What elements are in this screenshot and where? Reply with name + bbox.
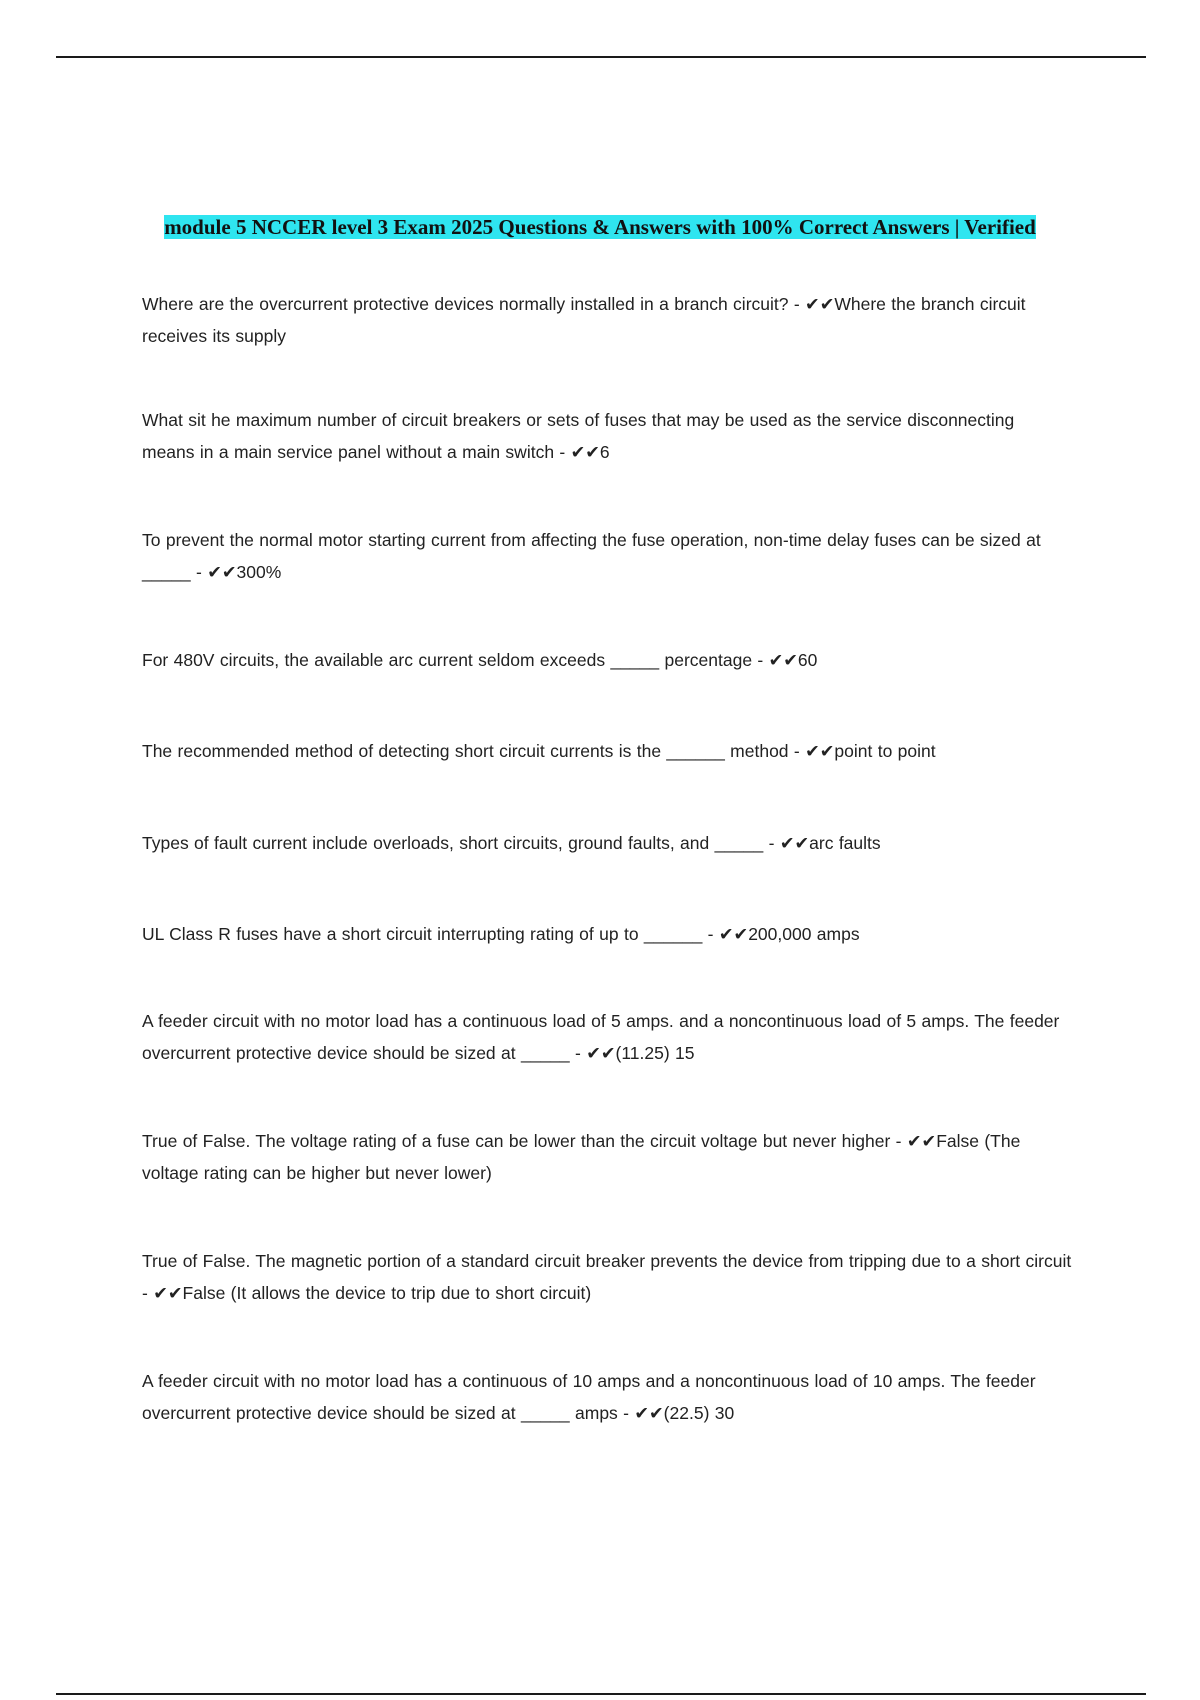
qa-item-6: Types of fault current include overloads, short circuits, ground faults, and _____ - ✔✔arc faults	[142, 833, 881, 853]
qa-item-2: What sit he maximum number of circuit breakers or sets of fuses that may be used as the service disconnecting means in a main service panel without a main switch - ✔✔6	[142, 410, 1015, 462]
document-title-text: module 5 NCCER level 3 Exam 2025 Questions & Answers with 100% Correct Answers | Verified	[164, 215, 1036, 239]
qa-item-1: Where are the overcurrent protective devices normally installed in a branch circuit? - ✔✔Where the branch circuit receives its supply	[142, 294, 1026, 346]
qa-item-7: UL Class R fuses have a short circuit interrupting rating of up to ______ - ✔✔200,000 amps	[142, 924, 860, 944]
qa-item-4: For 480V circuits, the available arc current seldom exceeds _____ percentage - ✔✔60	[142, 650, 818, 670]
qa-item-3: To prevent the normal motor starting current from affecting the fuse operation, non-time delay fuses can be sized at _____ - ✔✔300%	[142, 530, 1041, 582]
qa-item-9: True of False. The voltage rating of a fuse can be lower than the circuit voltage but never higher - ✔✔False (The voltage rating can be higher but never lower)	[142, 1131, 1021, 1183]
qa-item-5: The recommended method of detecting short circuit currents is the ______ method - ✔✔point to point	[142, 741, 936, 761]
qa-item-10: True of False. The magnetic portion of a standard circuit breaker prevents the device from tripping due to a short circuit - ✔✔False (It allows the device to trip due to short circuit)	[142, 1251, 1072, 1303]
footer-rule	[56, 1693, 1146, 1695]
qa-item-11: A feeder circuit with no motor load has a continuous of 10 amps and a noncontinuous load of 10 amps. The feeder overcurrent protective device should be sized at _____ amps - ✔✔(22.5) 30	[142, 1371, 1036, 1423]
document-title	[142, 214, 1058, 241]
qa-item-8: A feeder circuit with no motor load has a continuous load of 5 amps. and a noncontinuous load of 5 amps. The feeder overcurrent protective device should be sized at _____ - ✔✔(11.25) 15	[142, 1011, 1060, 1063]
header-rule	[56, 56, 1146, 58]
